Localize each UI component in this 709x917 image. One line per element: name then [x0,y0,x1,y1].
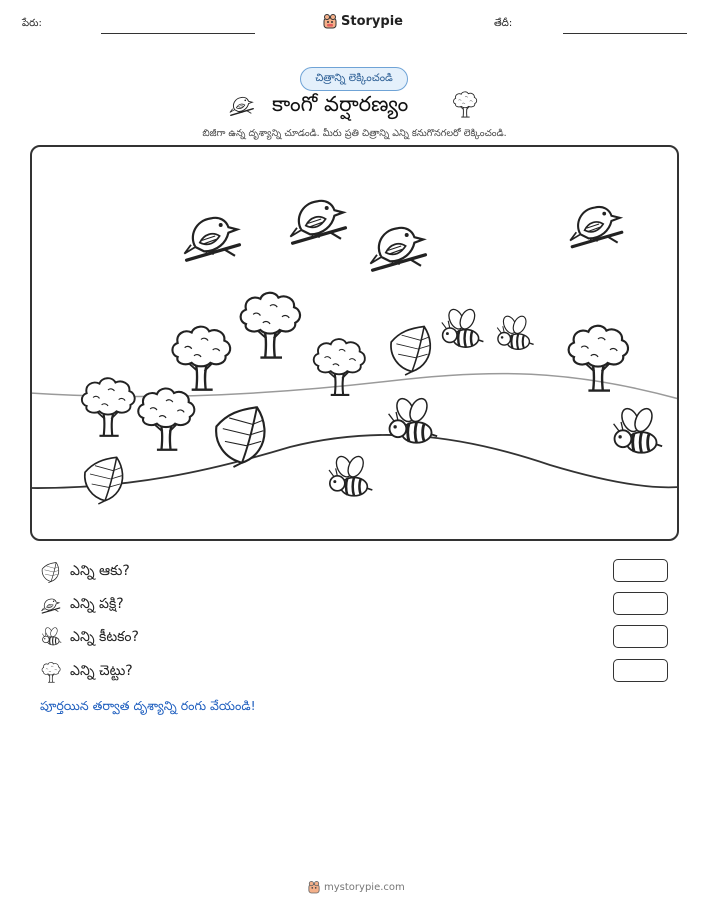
answer-box-leaf[interactable] [613,559,668,582]
site-footer [308,880,405,894]
bee-icon [389,396,438,443]
leaf-icon [85,457,123,504]
date-line[interactable] [563,33,687,34]
date-label: తేదీ: [494,18,513,29]
coloring-note: పూర్తయిన తర్వాత దృశ్యాన్ని రంగు వేయండి! [40,698,256,713]
leaf-icon [391,326,430,375]
leaf-icon [40,561,62,583]
question-tree [40,661,133,683]
scene-drawing [30,145,679,541]
storypie-logo-icon [323,13,337,29]
question-text: ఎన్ని పక్షి? [70,595,124,612]
rainforest-scene [30,145,679,541]
tree-icon [40,661,62,683]
tree-icon [451,89,479,119]
activity-badge: చిత్రాన్ని లెక్కించండి [300,67,408,91]
bird-icon [228,91,256,119]
tree-icon [172,327,230,390]
page-title: కాంగో వర్షారణ్యం [272,92,409,116]
question-text: ఎన్ని ఆకు? [70,562,130,579]
bee-icon [497,314,533,349]
bee-icon [442,307,484,347]
name-line[interactable] [101,33,255,34]
brand-name: Storypie [341,13,403,29]
question-text: ఎన్ని కీటకం? [70,628,139,645]
question-text: ఎన్ని చెట్టు? [70,662,133,679]
bird-icon [370,228,425,270]
tree-icon [82,378,135,436]
bird-icon [184,218,239,260]
instructions: బిజీగా ఉన్న దృశ్యాన్ని చూడండి. మీరు ప్రతి చిత్రాన్ని ఎన్ని కనుగొనగలరో లెక్కించండి. [202,128,507,139]
site-url: mystorypie.com [324,881,405,893]
question-insect [40,627,139,649]
bee-icon [329,454,372,496]
leaf-icon [216,407,264,467]
brand [323,13,403,29]
bird-icon [290,201,345,243]
tree-icon [241,293,300,358]
answer-box-insect[interactable] [613,625,668,648]
answer-box-tree[interactable] [613,659,668,682]
question-leaf [40,561,130,583]
question-bird [40,594,124,616]
bee-icon [614,406,663,453]
bird-icon [570,207,622,247]
name-label: పేరు: [22,18,42,29]
storypie-logo-icon [308,880,320,894]
bird-icon [40,594,62,616]
tree-icon [138,388,194,449]
bee-icon [40,627,62,649]
answer-box-bird[interactable] [613,592,668,615]
